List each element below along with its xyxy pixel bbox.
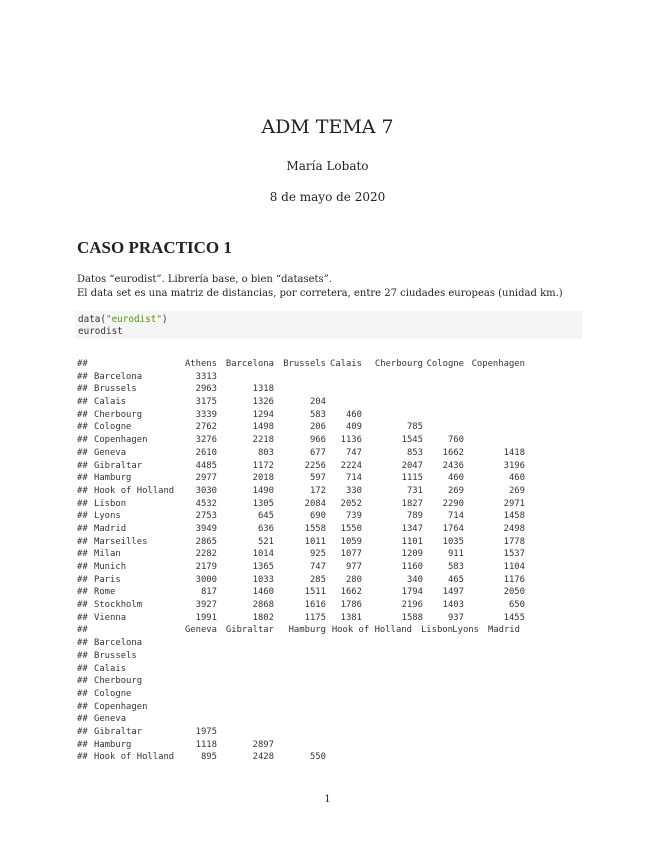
- distance-value: 1381: [340, 612, 362, 623]
- distance-value: 1588: [401, 612, 423, 623]
- distance-value: 409: [345, 422, 362, 433]
- distance-value: 3949: [195, 523, 217, 534]
- column-header: Brussels: [283, 359, 326, 369]
- output-prefix: ##: [77, 460, 88, 471]
- distance-value: 1176: [503, 574, 525, 585]
- column-header: Lisbon: [420, 625, 453, 636]
- distance-value: 3196: [503, 460, 525, 471]
- row-label: Milan: [94, 549, 121, 560]
- output-prefix: ##: [77, 701, 88, 712]
- distance-value: 739: [345, 511, 362, 522]
- column-header: Calais: [329, 359, 362, 369]
- code-string: "eurodist": [106, 314, 162, 325]
- distance-value: 1209: [401, 549, 423, 560]
- output-row: [77, 751, 587, 764]
- output-row: [77, 726, 587, 739]
- output-prefix: ##: [77, 676, 88, 687]
- output-prefix: ##: [77, 422, 88, 433]
- distance-value: 1498: [252, 422, 274, 433]
- output-prefix: ##: [77, 714, 88, 725]
- output-prefix: ##: [77, 409, 88, 420]
- distance-value: 1794: [401, 587, 423, 598]
- output-row: [77, 650, 587, 663]
- distance-value: 789: [406, 511, 423, 522]
- distance-value: 895: [200, 752, 217, 763]
- distance-value: 1104: [503, 562, 525, 572]
- row-label: Marseilles: [94, 536, 148, 547]
- row-label: Cologne: [94, 688, 132, 699]
- code-line-1: [78, 314, 168, 325]
- output-prefix: ##: [77, 359, 88, 369]
- output-prefix: ##: [77, 612, 88, 623]
- row-label: Copenhagen: [94, 435, 148, 446]
- doc-date: 8 de mayo de 2020: [269, 190, 386, 204]
- distance-value: 760: [447, 435, 464, 446]
- output-header-row: [77, 358, 587, 371]
- column-header: Geneva: [184, 625, 217, 636]
- row-label: Cherbourg: [94, 676, 143, 687]
- distance-value: 803: [257, 447, 274, 458]
- row-label: Lyons: [94, 511, 121, 522]
- distance-value: 1460: [252, 587, 274, 598]
- row-label: Hamburg: [94, 473, 132, 484]
- distance-value: 1403: [442, 600, 464, 611]
- distance-value: 550: [309, 752, 326, 763]
- distance-value: 3313: [195, 371, 217, 382]
- output-row: [77, 574, 587, 587]
- distance-value: 460: [345, 409, 362, 420]
- distance-value: 1455: [503, 612, 525, 623]
- output-prefix: ##: [77, 447, 88, 458]
- row-label: Barcelona: [94, 638, 143, 649]
- distance-value: 1326: [252, 397, 274, 408]
- output-row: [77, 586, 587, 599]
- distance-value: 1558: [304, 523, 326, 534]
- output-row: [77, 599, 587, 612]
- distance-value: 1662: [442, 447, 464, 458]
- output-row: [77, 383, 587, 396]
- output-row: [77, 561, 587, 574]
- distance-value: 2218: [252, 435, 274, 446]
- distance-value: 747: [345, 447, 362, 458]
- distance-value: 2971: [503, 498, 525, 509]
- distance-value: 636: [257, 523, 274, 534]
- output-row: [77, 510, 587, 523]
- distance-value: 280: [345, 574, 362, 585]
- row-label: Hamburg: [94, 739, 132, 750]
- distance-value: 2897: [252, 739, 274, 750]
- output-row: [77, 663, 587, 676]
- output-prefix: ##: [77, 600, 88, 611]
- distance-value: 1616: [304, 600, 326, 611]
- column-header: Hamburg: [288, 625, 326, 636]
- page-number: 1: [324, 794, 331, 805]
- distance-value: 1035: [442, 536, 464, 547]
- distance-value: 583: [309, 409, 326, 420]
- output-prefix: ##: [77, 384, 88, 395]
- distance-value: 4485: [195, 460, 217, 471]
- row-label: Lisbon: [94, 498, 127, 509]
- column-header: Cherbourg: [374, 359, 423, 369]
- distance-value: 2052: [340, 498, 362, 509]
- distance-value: 3030: [195, 485, 217, 496]
- output-row: [77, 688, 587, 701]
- row-label: Copenhagen: [94, 701, 148, 712]
- distance-value: 677: [309, 447, 326, 458]
- doc-author: María Lobato: [286, 159, 369, 173]
- console-output: [77, 358, 587, 768]
- distance-value: 2050: [503, 587, 525, 598]
- distance-value: 1458: [503, 511, 525, 522]
- distance-value: 3339: [195, 409, 217, 420]
- distance-value: 1059: [340, 536, 362, 547]
- distance-value: 2977: [195, 473, 217, 484]
- row-label: Gibraltar: [94, 726, 143, 737]
- distance-value: 2762: [195, 422, 217, 433]
- output-row: [77, 472, 587, 485]
- output-row: [77, 447, 587, 460]
- row-label: Cologne: [94, 422, 132, 433]
- distance-value: 1011: [304, 536, 326, 547]
- distance-value: 1305: [252, 498, 274, 509]
- column-header: Cologne: [426, 359, 464, 369]
- row-label: Calais: [94, 397, 127, 408]
- distance-value: 1778: [503, 536, 525, 547]
- distance-value: 2179: [195, 562, 217, 572]
- distance-value: 3175: [195, 397, 217, 408]
- doc-title: ADM TEMA 7: [261, 116, 394, 138]
- column-header: Copenhagen: [471, 359, 525, 369]
- output-prefix: ##: [77, 663, 88, 674]
- distance-value: 747: [309, 562, 326, 572]
- row-label: Hook of Holland: [94, 485, 175, 496]
- output-prefix: ##: [77, 435, 88, 446]
- distance-value: 1014: [252, 549, 274, 560]
- distance-value: 817: [200, 587, 217, 598]
- distance-value: 911: [447, 549, 464, 560]
- distance-value: 1136: [340, 435, 362, 446]
- output-row: [77, 485, 587, 498]
- distance-value: 2282: [195, 549, 217, 560]
- distance-value: 2868: [252, 600, 274, 611]
- code-block: [75, 311, 582, 339]
- distance-value: 1365: [252, 562, 274, 572]
- distance-value: 269: [508, 485, 525, 496]
- output-row: [77, 498, 587, 511]
- distance-value: 785: [406, 422, 423, 433]
- output-row: [77, 371, 587, 384]
- output-row: [77, 421, 587, 434]
- column-header: Hook of Holland: [331, 625, 412, 636]
- output-prefix: ##: [77, 726, 88, 737]
- distance-value: 2196: [401, 600, 423, 611]
- distance-value: 1511: [304, 587, 326, 598]
- distance-value: 521: [257, 536, 274, 547]
- distance-value: 1537: [503, 549, 525, 560]
- output-prefix: ##: [77, 752, 88, 763]
- distance-value: 2436: [442, 460, 464, 471]
- distance-value: 206: [309, 422, 326, 433]
- distance-value: 172: [309, 485, 326, 496]
- output-row: [77, 701, 587, 714]
- output-prefix: ##: [77, 371, 88, 382]
- output-row: [77, 396, 587, 409]
- distance-value: 340: [406, 574, 423, 585]
- distance-value: 2498: [503, 523, 525, 534]
- distance-value: 597: [309, 473, 326, 484]
- output-prefix: ##: [77, 536, 88, 547]
- distance-value: 2018: [252, 473, 274, 484]
- output-prefix: ##: [77, 739, 88, 750]
- distance-value: 1318: [252, 384, 274, 395]
- output-row: [77, 523, 587, 536]
- distance-value: 4532: [195, 498, 217, 509]
- row-label: Geneva: [94, 714, 127, 725]
- distance-value: 1033: [252, 574, 274, 585]
- row-label: Barcelona: [94, 371, 143, 382]
- output-prefix: ##: [77, 523, 88, 534]
- paragraph-1: Datos “eurodist”. Librería base, o bien “datasets”.: [77, 274, 332, 285]
- distance-value: 714: [447, 511, 464, 522]
- row-label: Cherbourg: [94, 409, 143, 420]
- output-row: [77, 713, 587, 726]
- distance-value: 1101: [401, 536, 423, 547]
- distance-value: 1347: [401, 523, 423, 534]
- row-label: Vienna: [94, 612, 127, 623]
- code-fn: data(: [78, 314, 106, 325]
- distance-value: 2290: [442, 498, 464, 509]
- distance-value: 1118: [195, 739, 217, 750]
- output-row: [77, 548, 587, 561]
- distance-value: 1545: [401, 435, 423, 446]
- distance-value: 2428: [252, 752, 274, 763]
- column-header: Lyons: [452, 625, 479, 636]
- output-row: [77, 675, 587, 688]
- distance-value: 2753: [195, 511, 217, 522]
- row-label: Rome: [94, 587, 116, 598]
- output-row: [77, 409, 587, 422]
- output-prefix: ##: [77, 485, 88, 496]
- output-header-row: [77, 624, 587, 637]
- distance-value: 925: [309, 549, 326, 560]
- row-label: Madrid: [94, 523, 127, 534]
- output-row: [77, 536, 587, 549]
- distance-value: 714: [345, 473, 362, 484]
- output-prefix: ##: [77, 473, 88, 484]
- distance-value: 583: [447, 562, 464, 572]
- distance-value: 2963: [195, 384, 217, 395]
- output-prefix: ##: [77, 587, 88, 598]
- output-prefix: ##: [77, 625, 88, 636]
- output-prefix: ##: [77, 574, 88, 585]
- row-label: Brussels: [94, 384, 137, 395]
- distance-value: 3276: [195, 435, 217, 446]
- distance-value: 1294: [252, 409, 274, 420]
- column-header: Madrid: [487, 625, 520, 636]
- distance-value: 269: [447, 485, 464, 496]
- output-row: [77, 612, 587, 625]
- output-row: [77, 739, 587, 752]
- output-prefix: ##: [77, 638, 88, 649]
- distance-value: 731: [406, 485, 423, 496]
- distance-value: 1160: [401, 562, 423, 572]
- row-label: Paris: [94, 574, 121, 585]
- distance-value: 650: [508, 600, 525, 611]
- distance-value: 2610: [195, 447, 217, 458]
- distance-value: 1115: [401, 473, 423, 484]
- row-label: Geneva: [94, 447, 127, 458]
- row-label: Calais: [94, 663, 127, 674]
- output-prefix: ##: [77, 562, 88, 572]
- distance-value: 3927: [195, 600, 217, 611]
- distance-value: 2084: [304, 498, 326, 509]
- code-close: ): [161, 314, 168, 325]
- distance-value: 1550: [340, 523, 362, 534]
- row-label: Munich: [94, 562, 127, 572]
- distance-value: 285: [309, 574, 326, 585]
- output-prefix: ##: [77, 397, 88, 408]
- distance-value: 977: [345, 562, 362, 572]
- paragraph-2: El data set es una matriz de distancias, por corretera, entre 27 ciudades europeas (unidad km.): [77, 288, 563, 299]
- output-prefix: ##: [77, 498, 88, 509]
- distance-value: 3000: [195, 574, 217, 585]
- section-heading: CASO PRACTICO 1: [77, 238, 232, 257]
- distance-value: 2047: [401, 460, 423, 471]
- distance-value: 1490: [252, 485, 274, 496]
- distance-value: 645: [257, 511, 274, 522]
- distance-value: 1991: [195, 612, 217, 623]
- column-header: Gibraltar: [225, 625, 274, 636]
- row-label: Hook of Holland: [94, 752, 175, 763]
- distance-value: 460: [447, 473, 464, 484]
- distance-value: 330: [345, 485, 362, 496]
- distance-value: 2224: [340, 460, 362, 471]
- distance-value: 1786: [340, 600, 362, 611]
- distance-value: 937: [447, 612, 464, 623]
- distance-value: 2256: [304, 460, 326, 471]
- distance-value: 1175: [304, 612, 326, 623]
- output-row: [77, 637, 587, 650]
- distance-value: 2865: [195, 536, 217, 547]
- column-header: Barcelona: [225, 359, 274, 369]
- distance-value: 966: [309, 435, 326, 446]
- distance-value: 1497: [442, 587, 464, 598]
- output-prefix: ##: [77, 650, 88, 661]
- column-header: Athens: [184, 359, 217, 369]
- distance-value: 1802: [252, 612, 274, 623]
- distance-value: 1077: [340, 549, 362, 560]
- code-line-2: eurodist: [78, 326, 123, 337]
- output-row: [77, 460, 587, 473]
- distance-value: 204: [309, 397, 326, 408]
- row-label: Stockholm: [94, 600, 143, 611]
- distance-value: 460: [508, 473, 525, 484]
- distance-value: 465: [447, 574, 464, 585]
- distance-value: 1662: [340, 587, 362, 598]
- row-label: Gibraltar: [94, 460, 143, 471]
- distance-value: 690: [309, 511, 326, 522]
- row-label: Brussels: [94, 650, 137, 661]
- distance-value: 853: [406, 447, 423, 458]
- output-prefix: ##: [77, 688, 88, 699]
- distance-value: 1764: [442, 523, 464, 534]
- output-row: [77, 434, 587, 447]
- output-prefix: ##: [77, 511, 88, 522]
- distance-value: 1172: [252, 460, 274, 471]
- distance-value: 1418: [503, 447, 525, 458]
- distance-value: 1827: [401, 498, 423, 509]
- output-prefix: ##: [77, 549, 88, 560]
- distance-value: 1975: [195, 726, 217, 737]
